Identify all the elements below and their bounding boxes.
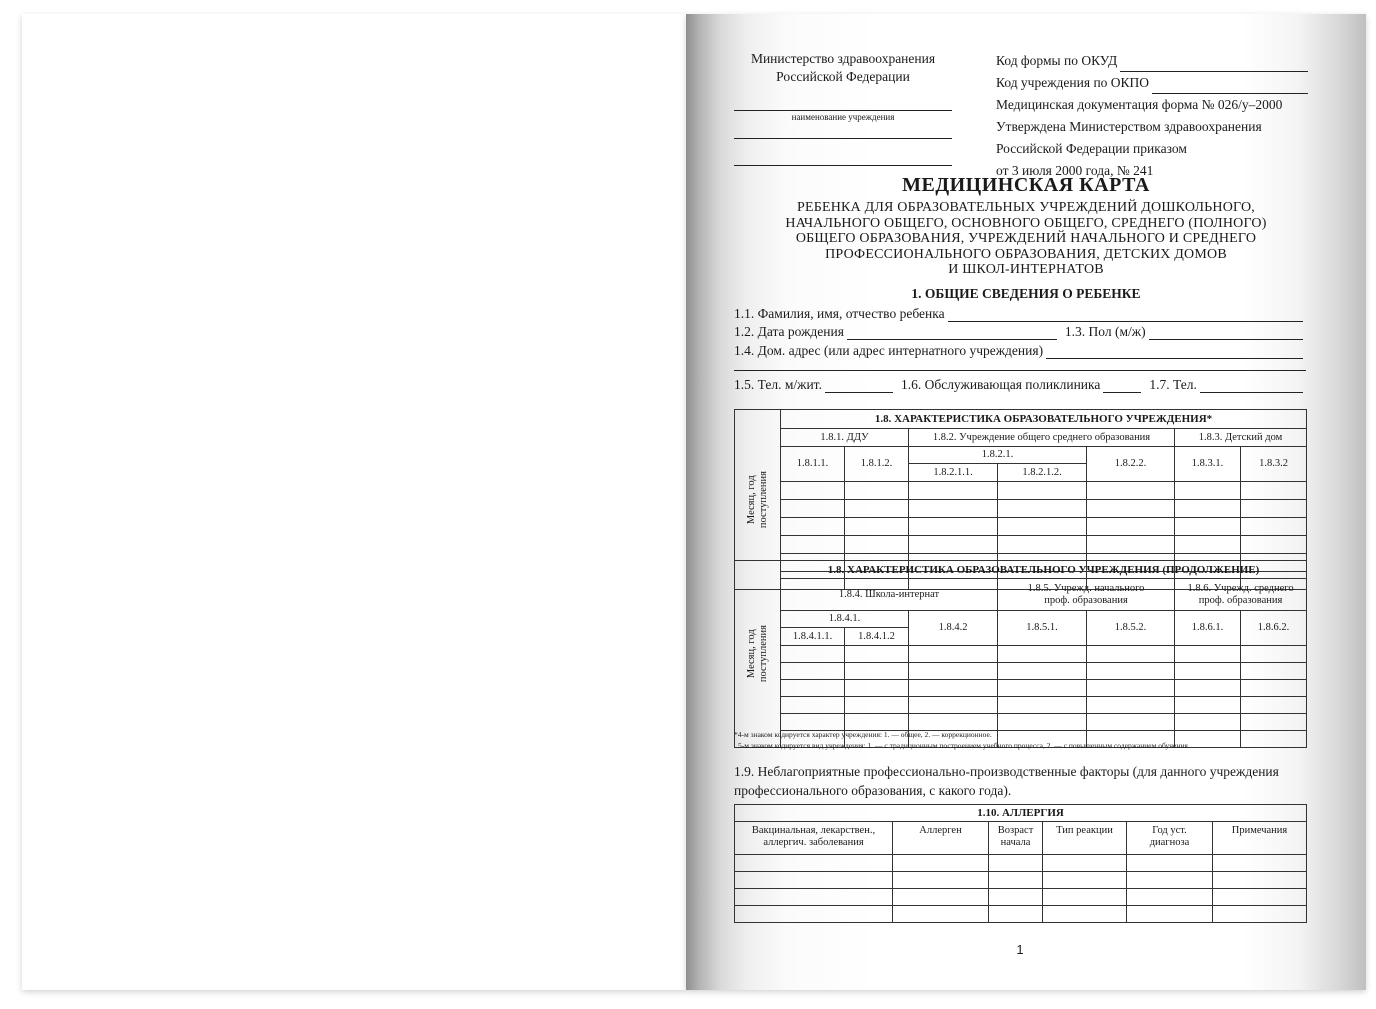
cell[interactable] xyxy=(893,889,989,906)
cell[interactable] xyxy=(735,889,893,906)
form-number: Медицинская документация форма № 026/у–2000 xyxy=(996,97,1283,112)
column-header: 1.8.2.1.1. xyxy=(909,464,998,482)
cell[interactable] xyxy=(909,646,998,663)
clinic-input[interactable] xyxy=(1103,380,1141,393)
side-label-line: Месяц, год xyxy=(745,629,757,679)
birth-date-input[interactable] xyxy=(847,327,1057,340)
table-row xyxy=(735,872,1307,889)
cell[interactable] xyxy=(989,889,1043,906)
home-phone-input[interactable] xyxy=(825,380,893,393)
column-header: 1.8.5.1. xyxy=(998,611,1087,646)
cell[interactable] xyxy=(909,536,998,554)
cell[interactable] xyxy=(1175,714,1241,731)
field-label: 1.1. Фамилия, имя, отчество ребенка xyxy=(734,306,945,321)
ministry-line-1: Министерство здравоохранения xyxy=(750,51,936,66)
sex-input[interactable] xyxy=(1149,327,1303,340)
cell[interactable] xyxy=(735,906,893,923)
cell[interactable] xyxy=(1087,536,1175,554)
cell[interactable] xyxy=(893,906,989,923)
cell[interactable] xyxy=(1175,646,1241,663)
address-extra-line[interactable] xyxy=(734,370,1306,371)
subtitle-line: РЕБЕНКА ДЛЯ ОБРАЗОВАТЕЛЬНЫХ УЧРЕЖДЕНИЙ ДОШКОЛЬНОГО, xyxy=(797,200,1255,215)
field-label: 1.7. Тел. xyxy=(1149,377,1197,392)
cell[interactable] xyxy=(781,714,845,731)
table-row xyxy=(735,906,1307,923)
cell[interactable] xyxy=(1175,518,1241,536)
group-header: 1.8.3. Детский дом xyxy=(1175,429,1307,447)
cell[interactable] xyxy=(893,855,989,872)
cell[interactable] xyxy=(1087,482,1175,500)
institution-table-2 xyxy=(734,560,1307,748)
allergy-column-header xyxy=(1043,822,1127,855)
table-row xyxy=(735,855,1307,872)
cell[interactable] xyxy=(1087,500,1175,518)
institution-caption: наименование учреждения xyxy=(791,112,895,122)
table-row xyxy=(735,714,1307,731)
subtitle-line: НАЧАЛЬНОГО ОБЩЕГО, ОСНОВНОГО ОБЩЕГО, СРЕДНЕГО (ПОЛНОГО) xyxy=(785,215,1267,231)
column-header: 1.8.3.2 xyxy=(1241,447,1307,482)
cell[interactable] xyxy=(781,697,845,714)
cell[interactable] xyxy=(1043,889,1127,906)
group-header-line: проф. образования xyxy=(1044,594,1128,606)
approved-line-3: от 3 июля 2000 года, № 241 xyxy=(996,163,1154,178)
cell[interactable] xyxy=(909,500,998,518)
cell[interactable] xyxy=(1241,714,1307,731)
cell[interactable] xyxy=(781,482,845,500)
cell[interactable] xyxy=(781,646,845,663)
cell[interactable] xyxy=(845,714,909,731)
cell[interactable] xyxy=(909,482,998,500)
column-header: 1.8.2.1. xyxy=(909,447,1087,464)
cell[interactable] xyxy=(781,663,845,680)
cell[interactable] xyxy=(1241,500,1307,518)
cell[interactable] xyxy=(845,536,909,554)
group-header-line: 1.8.5. Учрежд. начального xyxy=(1027,582,1145,594)
side-label-line: поступления xyxy=(757,625,769,683)
institution-line-2 xyxy=(734,138,952,139)
side-label-line: поступления xyxy=(757,470,769,529)
subtitle-line: ПРОФЕССИОНАЛЬНОГО ОБРАЗОВАНИЯ, ДЕТСКИХ ДОМОВ xyxy=(825,246,1227,262)
approved-line-2: Российской Федерации приказом xyxy=(996,141,1187,156)
field-full-name xyxy=(734,304,1306,322)
cell[interactable] xyxy=(1127,889,1213,906)
header-line: Примечания xyxy=(1231,825,1288,836)
table-row xyxy=(735,663,1307,680)
header-line: начала xyxy=(1000,837,1031,848)
cell[interactable] xyxy=(1175,663,1241,680)
cell[interactable] xyxy=(998,714,1087,731)
cell[interactable] xyxy=(1087,663,1175,680)
header-line: Вакцинальная, лекарствен., xyxy=(751,825,876,836)
okud-row xyxy=(996,50,1308,72)
table-row xyxy=(735,500,1307,518)
cell[interactable] xyxy=(1043,906,1127,923)
field-label: 1.3. Пол (м/ж) xyxy=(1064,324,1146,339)
table-row xyxy=(735,646,1307,663)
cell[interactable] xyxy=(1087,680,1175,697)
cell[interactable] xyxy=(1175,536,1241,554)
cell[interactable] xyxy=(998,500,1087,518)
table-row xyxy=(735,697,1307,714)
cell[interactable] xyxy=(998,646,1087,663)
cell[interactable] xyxy=(781,680,845,697)
cell[interactable] xyxy=(998,518,1087,536)
cell[interactable] xyxy=(1241,646,1307,663)
header-line: аллергич. заболевания xyxy=(763,837,864,848)
cell[interactable] xyxy=(845,500,909,518)
table-row xyxy=(735,536,1307,554)
allergy-column-header xyxy=(1127,822,1213,855)
column-header: 1.8.5.2. xyxy=(1087,611,1175,646)
cell[interactable] xyxy=(1241,518,1307,536)
cell[interactable] xyxy=(1175,500,1241,518)
cell[interactable] xyxy=(1175,697,1241,714)
paragraph-1-9: 1.9. Неблагоприятные профессионально-производственные факторы (для данного учреждения профессионального образования, с какого года). xyxy=(734,764,1279,798)
footnote-1: *4-м знаком кодируется характер учреждения: 1. — общее, 2. — коррекционное. xyxy=(734,730,992,739)
cell[interactable] xyxy=(909,518,998,536)
table-row xyxy=(735,889,1307,906)
table-row xyxy=(735,482,1307,500)
cell[interactable] xyxy=(845,482,909,500)
allergy-column-header xyxy=(1213,822,1307,855)
allergy-column-header xyxy=(989,822,1043,855)
document-title: МЕДИЦИНСКАЯ КАРТА xyxy=(902,174,1150,196)
okpo-label: Код учреждения по ОКПО xyxy=(996,75,1150,90)
full-name-input[interactable] xyxy=(948,309,1303,322)
group-header: 1.8.2. Учреждение общего среднего образования xyxy=(909,429,1175,447)
subtitle-line: ОБЩЕГО ОБРАЗОВАНИЯ, УЧРЕЖДЕНИЙ НАЧАЛЬНОГО И СРЕДНЕГО xyxy=(795,231,1257,246)
page-number: 1 xyxy=(1016,942,1024,957)
subtitle-line: И ШКОЛ-ИНТЕРНАТОВ xyxy=(948,262,1104,277)
footnote-2: 5-м знаком кодируется вид учреждения: 1. — с традиционным построением учебного процесса, 2. — с повышенным содержанием обучения. xyxy=(738,741,1190,750)
header-line: Аллерген xyxy=(919,825,962,836)
section-1-heading: 1. ОБЩИЕ СВЕДЕНИЯ О РЕБЕНКЕ xyxy=(911,286,1141,301)
field-label: 1.2. Дата рождения xyxy=(734,324,844,339)
cell[interactable] xyxy=(909,714,998,731)
field-birth-sex xyxy=(734,322,1306,340)
column-header: 1.8.1.1. xyxy=(781,447,845,482)
cell[interactable] xyxy=(1241,697,1307,714)
column-header: 1.8.2.1.2. xyxy=(998,464,1087,482)
cell[interactable] xyxy=(845,680,909,697)
cell[interactable] xyxy=(998,680,1087,697)
cell[interactable] xyxy=(1241,663,1307,680)
group-header-line: 1.8.6. Учрежд. среднего xyxy=(1187,582,1294,594)
group-header-line: проф. образования xyxy=(1198,594,1283,606)
cell[interactable] xyxy=(845,697,909,714)
form-info xyxy=(996,50,1308,182)
column-header: 1.8.1.2. xyxy=(845,447,909,482)
cell[interactable] xyxy=(1087,518,1175,536)
cell[interactable] xyxy=(1213,906,1307,923)
field-address xyxy=(734,341,1306,359)
column-header: 1.8.4.2 xyxy=(909,611,998,646)
cell[interactable] xyxy=(781,536,845,554)
allergy-column-header xyxy=(735,822,893,855)
address-input[interactable] xyxy=(1046,346,1303,359)
header-line: Возраст xyxy=(997,825,1034,836)
column-header: 1.8.3.1. xyxy=(1175,447,1241,482)
allergy-title: 1.10. АЛЛЕРГИЯ xyxy=(735,805,1307,822)
institution-line-1 xyxy=(734,110,952,111)
cell[interactable] xyxy=(781,518,845,536)
cell[interactable] xyxy=(998,536,1087,554)
allergy-column-header xyxy=(893,822,989,855)
header-line: Год уст. xyxy=(1152,825,1187,836)
cell[interactable] xyxy=(1087,714,1175,731)
group-header: 1.8.4. Школа-интернат xyxy=(781,579,998,611)
cell[interactable] xyxy=(735,872,893,889)
cell[interactable] xyxy=(1213,872,1307,889)
cell[interactable] xyxy=(1213,889,1307,906)
cell[interactable] xyxy=(1043,855,1127,872)
ministry-line-2: Российской Федерации xyxy=(776,69,910,84)
field-phones xyxy=(734,375,1306,393)
cell[interactable] xyxy=(1087,697,1175,714)
header-line: диагноза xyxy=(1149,837,1190,848)
okpo-row xyxy=(996,72,1308,94)
cell[interactable] xyxy=(998,663,1087,680)
cell[interactable] xyxy=(1087,646,1175,663)
column-header: 1.8.4.1.2 xyxy=(845,628,909,646)
form-page xyxy=(686,14,1366,990)
group-header: 1.8.1. ДДУ xyxy=(781,429,909,447)
cell[interactable] xyxy=(781,500,845,518)
institution-line-3 xyxy=(734,165,952,166)
cell[interactable] xyxy=(1127,855,1213,872)
column-header: 1.8.2.2. xyxy=(1087,447,1175,482)
cell[interactable] xyxy=(909,663,998,680)
cell[interactable] xyxy=(1213,855,1307,872)
cell[interactable] xyxy=(1241,482,1307,500)
field-label: 1.4. Дом. адрес (или адрес интернатного учреждения) xyxy=(734,343,1044,358)
cell[interactable] xyxy=(735,855,893,872)
approved-line-1: Утверждена Министерством здравоохранения xyxy=(996,119,1262,134)
cell[interactable] xyxy=(909,680,998,697)
cell[interactable] xyxy=(998,697,1087,714)
okud-fill[interactable] xyxy=(1120,58,1308,72)
ministry-name xyxy=(736,50,950,86)
cell[interactable] xyxy=(989,855,1043,872)
cell[interactable] xyxy=(1127,872,1213,889)
cell[interactable] xyxy=(998,482,1087,500)
cell[interactable] xyxy=(845,518,909,536)
table1-title: 1.8. ХАРАКТЕРИСТИКА ОБРАЗОВАТЕЛЬНОГО УЧРЕЖДЕНИЯ* xyxy=(781,410,1307,429)
table-row xyxy=(735,680,1307,697)
group-header xyxy=(998,579,1175,611)
table2-title: 1.8. ХАРАКТЕРИСТИКА ОБРАЗОВАТЕЛЬНОГО УЧРЕЖДЕНИЯ (ПРОДОЛЖЕНИЕ) xyxy=(781,561,1307,579)
table-row xyxy=(735,518,1307,536)
document-subtitle xyxy=(706,200,1346,278)
left-blank-page xyxy=(22,14,686,990)
cell[interactable] xyxy=(989,906,1043,923)
group-header xyxy=(1175,579,1307,611)
okud-label: Код формы по ОКУД xyxy=(996,53,1118,68)
okpo-fill[interactable] xyxy=(1152,80,1308,94)
column-header: 1.8.6.2. xyxy=(1241,611,1307,646)
cell[interactable] xyxy=(1241,536,1307,554)
allergy-table xyxy=(734,804,1307,923)
cell[interactable] xyxy=(1043,872,1127,889)
cell[interactable] xyxy=(1241,680,1307,697)
field-label: 1.6. Обслуживающая поликлиника xyxy=(900,377,1101,392)
column-header: 1.8.4.1.1. xyxy=(781,628,845,646)
cell[interactable] xyxy=(1175,680,1241,697)
cell[interactable] xyxy=(989,872,1043,889)
field-label: 1.5. Тел. м/жит. xyxy=(734,377,822,392)
cell[interactable] xyxy=(1127,906,1213,923)
cell[interactable] xyxy=(845,663,909,680)
column-header: 1.8.4.1. xyxy=(781,611,909,628)
header-line: Тип реакции xyxy=(1056,825,1113,836)
cell[interactable] xyxy=(893,872,989,889)
side-label-line: Месяц, год xyxy=(745,475,757,524)
cell[interactable] xyxy=(845,646,909,663)
phone-input[interactable] xyxy=(1200,380,1303,393)
side-label-cell xyxy=(735,561,781,748)
column-header: 1.8.6.1. xyxy=(1175,611,1241,646)
cell[interactable] xyxy=(909,697,998,714)
cell[interactable] xyxy=(1175,482,1241,500)
